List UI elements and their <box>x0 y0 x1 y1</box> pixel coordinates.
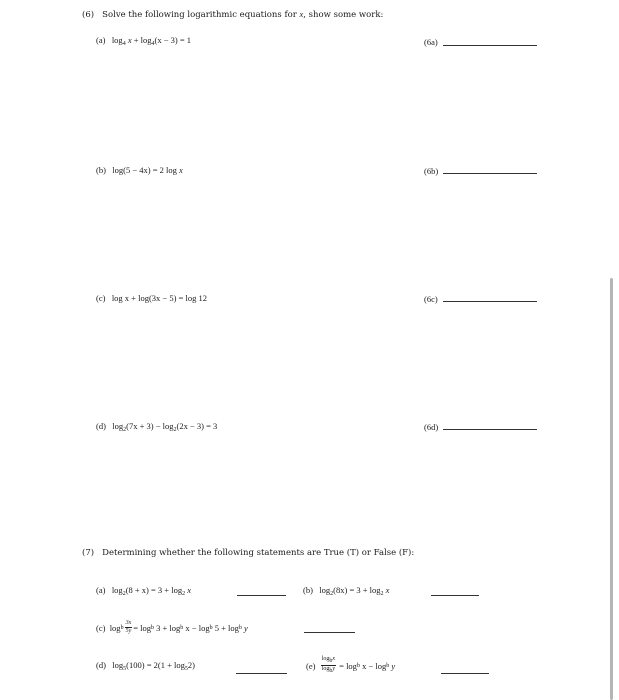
q7c-fraction: $\frac{3x}{5y}$ <box>125 620 132 634</box>
q7e-statement: (e) $\frac{\text{logbx}}{\text{logby}}$ = log b x − log b y <box>306 656 396 674</box>
q7b-statement: (b) $\log_2(8x) = 3 + \log_2 x$ <box>303 585 390 597</box>
q6a-answer-blank[interactable] <box>443 45 537 46</box>
q6d-equation: (d) $\log_2(7x + 3) - \log_2(2x - 3) = 3$ <box>96 421 218 433</box>
q7e-answer-blank[interactable] <box>441 673 489 674</box>
q7a-statement: (a) $\log_2(8 + x) = 3 + \log_2 x$ <box>96 585 191 597</box>
q6a-answer-label: (6a) <box>424 37 438 47</box>
q7d-statement: (d) $\log_5(100) = 2(1 + \log_52)$ <box>96 660 195 672</box>
q7b-answer-blank[interactable] <box>431 595 479 596</box>
q6-heading: (6) Solve the following logarithmic equations for x, show some work: <box>82 9 384 20</box>
q7a-answer-blank[interactable] <box>237 595 286 596</box>
q6a-equation: (a) $\log_4 x + \log_4(x - 3) = 1$ <box>96 35 192 47</box>
q6c-answer-blank[interactable] <box>443 301 537 302</box>
q7c-statement: (c) log b $\frac{3x}{5y}$ = log b 3 + log b x − log b 5 + log b y <box>96 620 248 634</box>
q7-heading: (7) Determining whether the following statements are True (T) or False (F): <box>82 548 415 558</box>
q7d-answer-blank[interactable] <box>236 673 287 674</box>
q7c-answer-blank[interactable] <box>304 632 355 633</box>
q6c-equation: (c) log x + log(3x − 5) = log 12 <box>96 293 207 303</box>
q6b-answer-label: (6b) <box>424 166 439 176</box>
q6d-answer-label: (6d) <box>424 422 439 432</box>
q7e-fraction: $\frac{\text{logbx}}{\text{logby}}$ <box>321 656 336 674</box>
q6b-answer-blank[interactable] <box>443 173 537 174</box>
q6c-answer-label: (6c) <box>424 294 438 304</box>
q6d-answer-blank[interactable] <box>443 429 537 430</box>
q6b-equation: (b) log(5 − 4x) = 2 log x <box>96 165 183 175</box>
vertical-scrollbar[interactable] <box>610 278 613 700</box>
